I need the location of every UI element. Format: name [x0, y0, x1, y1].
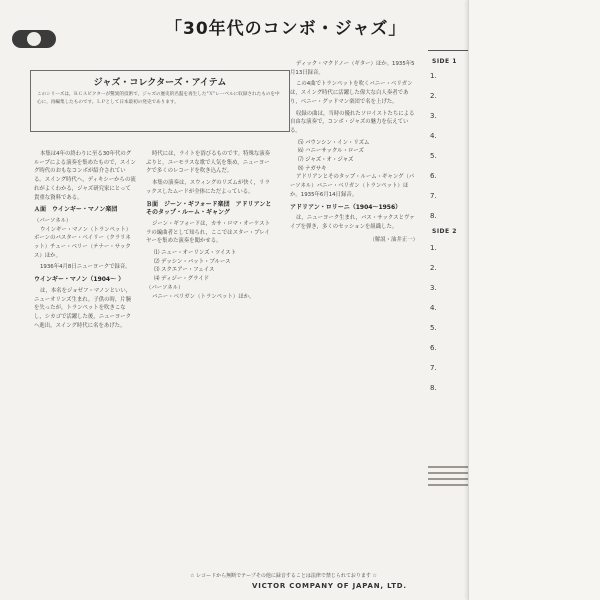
bio-text: は，本名をジョゼフ・マノンといい，ニューオリンズ生まれ。子供の時，片腕を失ったが，トランペットを吹きこなし，シカゴで活躍した後，ニューヨークへ進出，スイング時代に名をあげた。: [34, 287, 132, 329]
paragraph: 時代には，ライトを浴びるものです。特殊な演奏ぶりと，ユーモラスな歌で人気を集め，ニューヨークで多くのレコードを吹き込んだ。: [146, 151, 271, 175]
side-2-track: 4.: [430, 304, 437, 312]
personnel-label: （パーソネル）: [146, 284, 184, 291]
section-a-heading: Ａ面 ウインギー・マノン楽団: [34, 206, 118, 214]
side-1-label: SIDE 1: [432, 58, 457, 65]
side-1-track: 5.: [430, 152, 437, 160]
series-info-box: [30, 70, 290, 132]
paragraph: ディック・マクドノー（ギター）ほか。1935年5月13日録音。: [290, 61, 415, 76]
side-1-track: 4.: [430, 132, 437, 140]
commentary-credit: （解説・油井正一）: [369, 236, 418, 243]
side-2-track: 7.: [430, 364, 437, 372]
series-heading: ジャズ・コレクターズ・アイテム: [93, 78, 227, 88]
bio-heading: アドリアン・ロリーニ（1904〜1956）: [290, 203, 402, 211]
company-name: VICTOR COMPANY OF JAPAN, LTD.: [252, 582, 407, 590]
paragraph: 収録の曲は，当時の優れたソロイストたちによる自由な演奏で，コンボ・ジャズの魅力を伝えている。: [290, 110, 415, 134]
side-2-track: 2.: [430, 264, 437, 272]
victor-logo-icon: [12, 30, 56, 48]
copyright-note: ☆ レコードから無断でテープその他に録音することは法律で禁じられております ☆: [190, 573, 377, 579]
track-list: [146, 249, 272, 284]
side-1-track: 6.: [430, 172, 437, 180]
series-text: このシリーズは，ＲＣＡビクターが驚異的技術で，ジャズの歴史的名盤を再生した"Ｘ"レーベルに収録されたものを中心に，再編集したものです。ＬＰとして日本最初の発売であります。: [37, 92, 280, 105]
side-2-track: 5.: [430, 324, 437, 332]
column-2: [146, 150, 272, 568]
side-1-track: 1.: [430, 72, 437, 80]
track-item: ⑴ ニュー・オーリンズ・ツイスト: [154, 250, 237, 257]
intro-paragraph: 本集は4年の終わりに至る30年代のグループによる演奏を集めたもので，スイング時代のおもなコンボが紹介されている。スイング時代へ，ディキシーからの流れがよくわかる，ジャズ研究家にとって貴重な資料である。: [34, 151, 136, 201]
track-item: ⑵ デッシン・バット・ブルース: [154, 258, 231, 265]
column-1: [34, 150, 136, 450]
side-1-track: 2.: [430, 92, 437, 100]
side-2-track: 8.: [430, 384, 437, 392]
paragraph: 本集の演奏は，スウィングのリズムが快く，リラックスしたムードが全体にただよっている。: [146, 180, 270, 195]
bio-text: は，ニューヨーク生まれ，バス・サックスとヴァイブを弾き，多くのセッションを組織した。: [290, 215, 415, 230]
track-item: ⑻ ナガサキ: [298, 165, 327, 172]
side-2-track: 6.: [430, 344, 437, 352]
divider: [428, 50, 468, 51]
paragraph: ジーン・ギフォードは，カサ・ロマ・オーケストラの編曲者として知られ，ここではスター・プレイヤーを集めた演奏を聞かせる。: [146, 220, 271, 245]
personnel-text: ウインギー・マノン（トランペット）ボーンのバスター・ベイリー（クラリネット）チュー・ベリー（テナー・サックス）ほか。: [34, 226, 132, 259]
track-item: ⑺ ジャズ・オ・ジャズ: [298, 157, 354, 164]
paragraph: アドリアンとそのタップ・ルーム・ギャング（パーソネル）バニー・ベリガン（トランペット）ほか。1935年6月14日録音。: [290, 174, 415, 198]
personnel-text: バニー・ベリガン（トランペット）ほか。: [152, 293, 255, 300]
page-title: 「30年代のコンボ・ジャズ」: [165, 19, 407, 39]
recording-date: 1936年4月8日ニューヨークで録音。: [40, 264, 131, 271]
bio-heading: ウインギー・マノン（1904〜 ）: [34, 276, 125, 284]
personnel-label: （パーソネル）: [34, 217, 72, 224]
side-2-label: SIDE 2: [432, 228, 457, 235]
track-item: ⑹ ハニーサックル・ローズ: [298, 148, 364, 155]
column-3: [290, 60, 418, 550]
track-list: [290, 139, 418, 174]
section-b-heading: Ｂ面 ジーン・ギフォード楽団 アドリアンとそのタップ・ルーム・ギャング: [146, 200, 272, 217]
record-insert-sheet: [468, 0, 600, 600]
side-1-track: 3.: [430, 112, 437, 120]
credits-block: [428, 462, 468, 582]
side-1-track: 8.: [430, 212, 437, 220]
track-item: ⑶ スクエアー・フェイス: [154, 267, 215, 274]
track-item: ⑷ ディジー・グライド: [154, 276, 210, 283]
side-1-track: 7.: [430, 192, 437, 200]
side-2-track: 1.: [430, 244, 437, 252]
paragraph: この4曲でトランペットを吹くバニー・ベリガンは，スイング時代に活躍した偉大な白人奏者であり，ベニー・グッドマン楽団で名を上げた。: [290, 81, 413, 105]
side-2-track: 3.: [430, 284, 437, 292]
track-item: ⑸ バウンシン・イン・リズム: [298, 139, 370, 146]
